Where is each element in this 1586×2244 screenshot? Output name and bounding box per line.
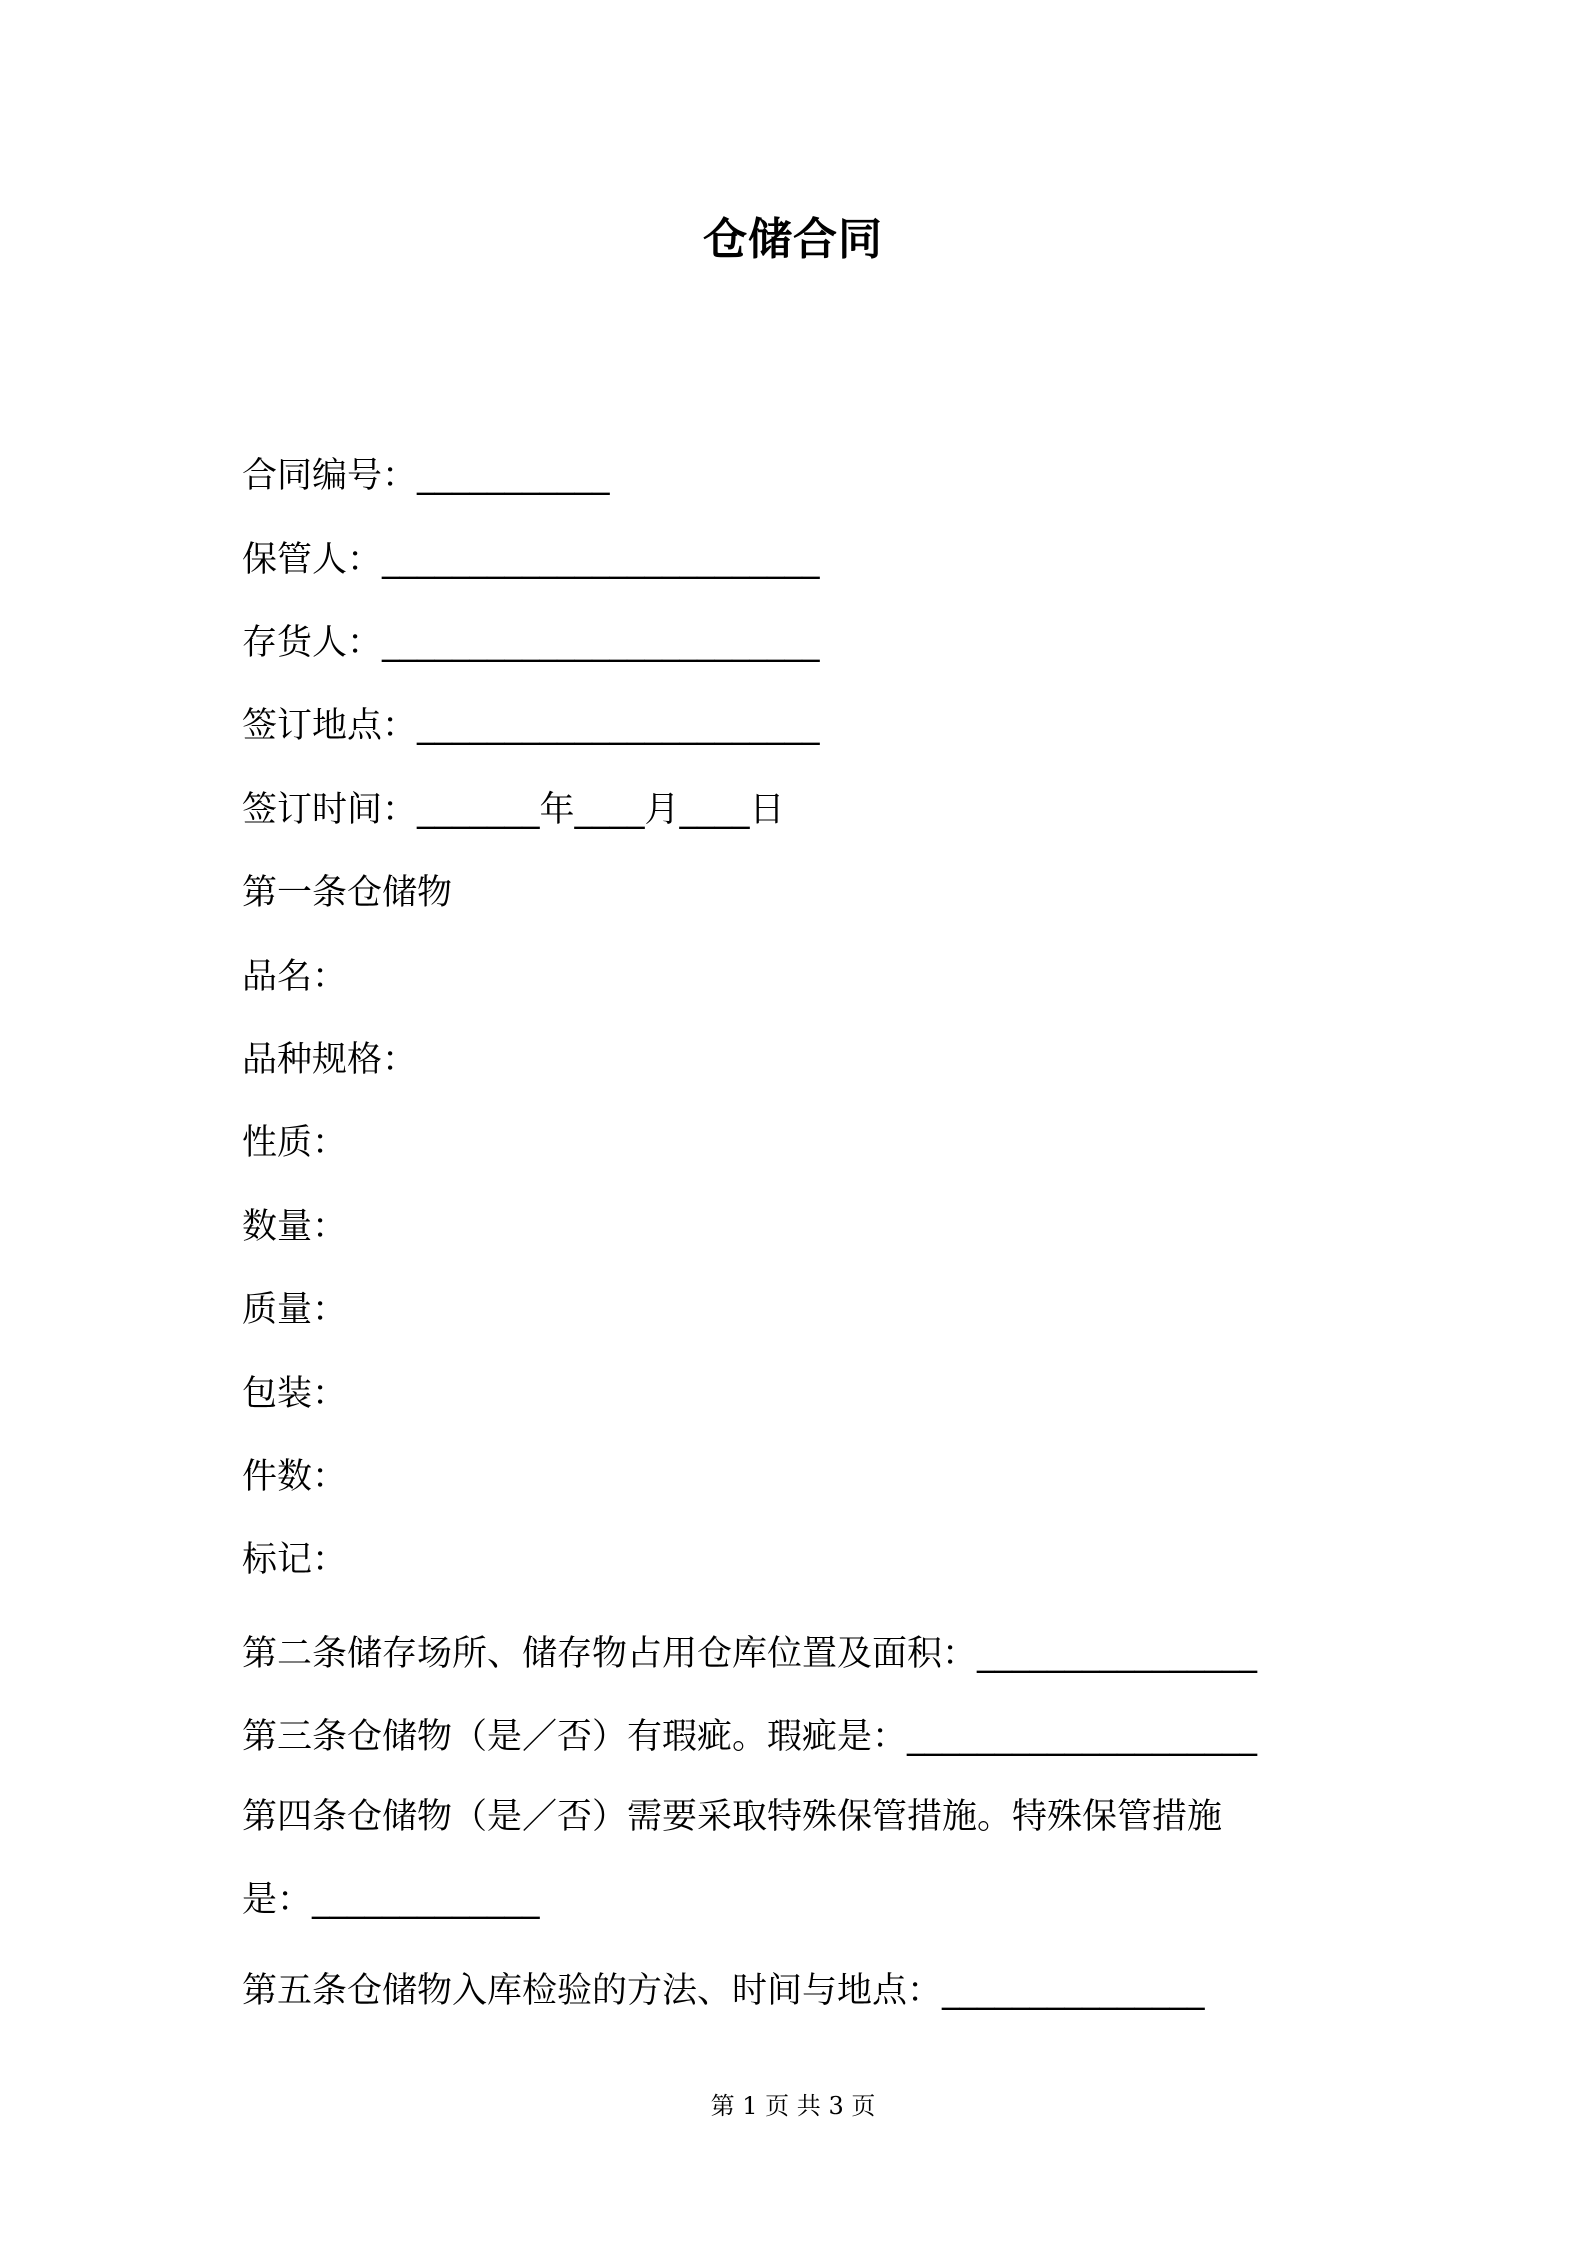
field-signing-date: 签订时间：_______年____月____日 xyxy=(242,790,785,830)
article-1-heading: 第一条仓储物 xyxy=(242,873,453,913)
field-piece-count: 件数： xyxy=(242,1457,348,1497)
document-title: 仓储合同 xyxy=(703,214,883,265)
article-3: 第三条仓储物（是／否）有瑕疵。瑕疵是：____________________ xyxy=(242,1717,1258,1757)
page-footer: 第 1 页 共 3 页 xyxy=(710,2092,876,2120)
article-4: 第四条仓储物（是／否）需要采取特殊保管措施。特殊保管措施 xyxy=(242,1797,1223,1837)
article-2: 第二条储存场所、储存物占用仓库位置及面积：________________ xyxy=(242,1634,1258,1674)
field-quality: 质量： xyxy=(242,1290,348,1330)
field-depositor: 存货人：_________________________ xyxy=(242,623,820,663)
field-packaging: 包装： xyxy=(242,1374,348,1414)
article-4-continuation: 是：_____________ xyxy=(242,1880,540,1920)
article-5: 第五条仓储物入库检验的方法、时间与地点：_______________ xyxy=(242,1971,1205,2011)
field-custodian: 保管人：_________________________ xyxy=(242,540,820,580)
field-product-spec: 品种规格： xyxy=(242,1040,418,1080)
field-contract-number: 合同编号：___________ xyxy=(242,456,610,496)
field-product-name: 品名： xyxy=(242,957,348,997)
field-marking: 标记： xyxy=(242,1540,348,1580)
field-signing-place: 签订地点：_______________________ xyxy=(242,706,820,746)
field-quantity: 数量： xyxy=(242,1207,348,1247)
field-nature: 性质： xyxy=(242,1123,348,1163)
